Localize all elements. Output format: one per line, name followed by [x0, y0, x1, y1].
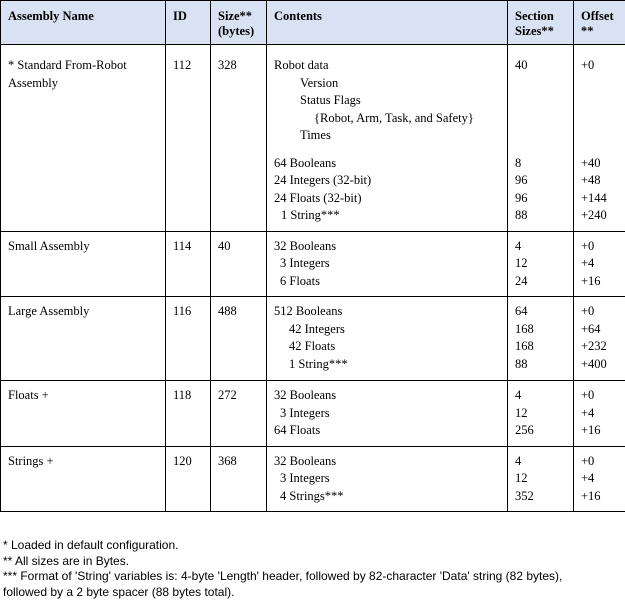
header-size-line1: Size**	[218, 9, 253, 23]
table-row	[1, 446, 625, 512]
id-cell: 120	[166, 446, 211, 512]
contents-line: 64 Floats	[274, 423, 321, 437]
section-size-value: 40	[515, 58, 528, 72]
contents-cell	[267, 231, 508, 297]
section-size-value: 96	[515, 190, 528, 205]
offset-value	[581, 110, 618, 128]
header-size	[211, 1, 267, 45]
section-size-value	[515, 127, 566, 145]
offset-value	[581, 75, 618, 93]
contents-line: {Robot, Arm, Task, and Safety}	[314, 110, 474, 125]
offset-cell	[574, 446, 625, 512]
contents-line: Version	[300, 75, 339, 90]
assembly-name-cell: Small Assembly	[1, 231, 166, 297]
offset-value: +4	[581, 256, 595, 270]
header-offset-line2: **	[581, 24, 594, 38]
contents-line: 32 Booleans	[274, 238, 337, 253]
header-offset	[574, 1, 625, 45]
contents-line: 42 Integers	[289, 321, 345, 336]
assembly-name-cell: Floats +	[1, 381, 166, 447]
offset-value: +232	[581, 339, 607, 353]
section-size-value	[515, 145, 566, 155]
offset-value: +16	[581, 423, 601, 437]
contents-line: 1 String***	[289, 356, 348, 371]
section-size-value: 256	[515, 423, 534, 437]
assembly-name-cell: Strings +	[1, 446, 166, 512]
offset-value: +0	[581, 238, 595, 253]
section-size-value: 352	[515, 488, 534, 503]
header-offset-line1: Offset	[581, 9, 614, 23]
section-sizes-cell	[508, 446, 574, 512]
footnote: * Loaded in default configuration.	[3, 538, 179, 552]
section-size-value: 168	[515, 321, 534, 336]
offset-value: +240	[581, 208, 607, 222]
contents-cell	[267, 297, 508, 381]
section-size-value: 4	[515, 453, 522, 468]
contents-line: 3 Integers	[280, 405, 330, 420]
contents-line: 24 Integers (32-bit)	[274, 173, 372, 187]
footnote: ** All sizes are in Bytes.	[3, 553, 130, 568]
contents-line	[274, 145, 500, 155]
header-contents: Contents	[267, 1, 508, 45]
table-row	[1, 297, 625, 381]
offset-cell	[574, 381, 625, 447]
footnote: *** Format of 'String' variables is: 4-byte 'Length' header, followed by 82-character 'Data' string (82 bytes),	[3, 569, 563, 583]
section-size-value: 12	[515, 471, 528, 485]
section-size-value: 168	[515, 339, 534, 353]
contents-line: Robot data	[274, 58, 329, 72]
contents-line: 3 Integers	[280, 256, 330, 270]
section-size-value: 12	[515, 256, 528, 270]
section-size-value: 96	[515, 173, 528, 187]
offset-value: +40	[581, 155, 601, 170]
section-size-value	[515, 75, 566, 93]
offset-value: +0	[581, 58, 595, 72]
contents-cell	[267, 446, 508, 512]
footnote: followed by a 2 byte spacer (88 bytes total).	[3, 584, 235, 599]
offset-value: +400	[581, 356, 607, 371]
header-size-line2: (bytes)	[218, 24, 255, 38]
size-cell: 488	[211, 297, 267, 381]
contents-line: 32 Booleans	[274, 388, 337, 402]
id-cell: 118	[166, 381, 211, 447]
size-cell: 368	[211, 446, 267, 512]
size-cell: 40	[211, 231, 267, 297]
footnotes	[3, 538, 623, 600]
table-row	[1, 231, 625, 297]
section-sizes-cell	[508, 231, 574, 297]
offset-value: +64	[581, 321, 601, 336]
contents-line: 64 Booleans	[274, 155, 337, 170]
table-row	[1, 381, 625, 447]
section-size-value: 8	[515, 155, 522, 170]
offset-cell	[574, 45, 625, 232]
offset-value: +48	[581, 173, 601, 187]
offset-value	[581, 145, 618, 155]
section-sizes-cell	[508, 381, 574, 447]
header-assembly-name: Assembly Name	[1, 1, 166, 45]
header-section-line1: Section	[515, 9, 554, 23]
header-row	[1, 1, 625, 45]
offset-value: +0	[581, 304, 595, 318]
id-cell: 114	[166, 231, 211, 297]
size-cell: 272	[211, 381, 267, 447]
offset-cell	[574, 297, 625, 381]
offset-value: +0	[581, 453, 595, 468]
contents-cell	[267, 381, 508, 447]
contents-line: 3 Integers	[280, 471, 330, 485]
offset-value	[581, 92, 618, 110]
section-size-value	[515, 110, 566, 128]
id-cell: 116	[166, 297, 211, 381]
section-size-value: 4	[515, 238, 522, 253]
section-size-value	[515, 92, 566, 110]
assembly-name-cell: * Standard From-Robot Assembly	[1, 45, 166, 232]
header-section-sizes	[508, 1, 574, 45]
section-size-value: 64	[515, 304, 528, 318]
id-cell: 112	[166, 45, 211, 232]
offset-value: +16	[581, 273, 601, 288]
contents-line: 1 String***	[281, 208, 340, 222]
offset-value: +0	[581, 388, 595, 402]
contents-line: 42 Floats	[289, 339, 336, 353]
offset-value: +16	[581, 488, 601, 503]
section-size-value: 12	[515, 405, 528, 420]
assembly-name-cell: Large Assembly	[1, 297, 166, 381]
offset-value	[581, 127, 618, 145]
contents-cell	[267, 45, 508, 232]
contents-line: Status Flags	[300, 93, 361, 107]
offset-value: +4	[581, 405, 595, 420]
section-size-value: 4	[515, 388, 522, 402]
section-size-value: 88	[515, 356, 528, 371]
header-section-line2: Sizes**	[515, 24, 554, 38]
offset-value: +4	[581, 471, 595, 485]
contents-line: 512 Booleans	[274, 304, 343, 318]
section-size-value: 88	[515, 208, 528, 222]
offset-value: +144	[581, 190, 607, 205]
table-row	[1, 45, 625, 232]
size-cell: 328	[211, 45, 267, 232]
contents-line: 32 Booleans	[274, 453, 337, 468]
contents-line: 6 Floats	[280, 273, 320, 288]
contents-line: 24 Floats (32-bit)	[274, 190, 362, 205]
section-size-value: 24	[515, 273, 528, 288]
section-sizes-cell	[508, 297, 574, 381]
contents-line: 4 Strings***	[280, 488, 344, 503]
section-sizes-cell	[508, 45, 574, 232]
header-id: ID	[166, 1, 211, 45]
offset-cell	[574, 231, 625, 297]
contents-line: Times	[300, 128, 331, 142]
